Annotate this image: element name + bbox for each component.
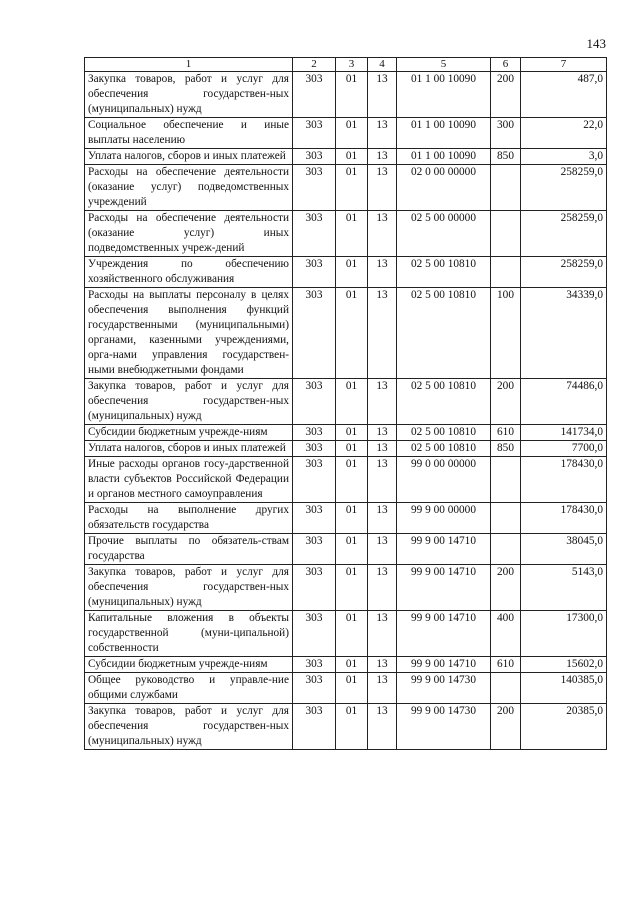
row-expense-type: 200: [491, 565, 521, 611]
row-section: 01: [336, 534, 368, 565]
row-section: 01: [336, 657, 368, 673]
row-target-article: 99 9 00 14730: [397, 704, 491, 750]
row-target-article: 01 1 00 10090: [397, 149, 491, 165]
row-subsection: 13: [368, 379, 397, 425]
row-section: 01: [336, 673, 368, 704]
row-section: 01: [336, 457, 368, 503]
row-target-article: 99 9 00 14710: [397, 534, 491, 565]
row-name: Закупка товаров, работ и услуг для обеспечения государствен-ных (муниципальных) нужд: [85, 379, 293, 425]
row-name: Учреждения по обеспечению хозяйственного обслуживания: [85, 257, 293, 288]
header-row: [85, 58, 607, 72]
row-expense-type: 400: [491, 611, 521, 657]
table-row: [85, 534, 607, 565]
row-section: 01: [336, 118, 368, 149]
row-name: Капитальные вложения в объекты государственной (муни-ципальной) собственности: [85, 611, 293, 657]
table-row: [85, 257, 607, 288]
row-amount: 38045,0: [521, 534, 607, 565]
row-code: 303: [293, 149, 336, 165]
row-code: 303: [293, 72, 336, 118]
row-code: 303: [293, 657, 336, 673]
row-name: Закупка товаров, работ и услуг для обеспечения государствен-ных (муниципальных) нужд: [85, 72, 293, 118]
row-target-article: 99 9 00 14710: [397, 565, 491, 611]
table-row: [85, 441, 607, 457]
row-code: 303: [293, 379, 336, 425]
table-row: [85, 379, 607, 425]
row-expense-type: [491, 534, 521, 565]
row-name: Расходы на обеспечение деятельности (оказание услуг) иных подведомственных учреж-дений: [85, 211, 293, 257]
row-amount: 258259,0: [521, 211, 607, 257]
row-name: Уплата налогов, сборов и иных платежей: [85, 441, 293, 457]
col-header-6: 6: [491, 58, 521, 72]
row-code: 303: [293, 534, 336, 565]
row-expense-type: [491, 165, 521, 211]
row-code: 303: [293, 257, 336, 288]
page-number: 143: [586, 36, 606, 51]
table-row: [85, 211, 607, 257]
row-code: 303: [293, 457, 336, 503]
row-section: 01: [336, 441, 368, 457]
row-target-article: 99 9 00 00000: [397, 503, 491, 534]
row-target-article: 02 5 00 10810: [397, 441, 491, 457]
row-subsection: 13: [368, 704, 397, 750]
row-amount: 3,0: [521, 149, 607, 165]
row-section: 01: [336, 704, 368, 750]
row-subsection: 13: [368, 211, 397, 257]
row-target-article: 02 5 00 10810: [397, 425, 491, 441]
table-row: [85, 503, 607, 534]
table-row: [85, 673, 607, 704]
row-subsection: 13: [368, 441, 397, 457]
row-code: 303: [293, 211, 336, 257]
row-subsection: 13: [368, 118, 397, 149]
row-name: Расходы на выплаты персоналу в целях обеспечения выполнения функций государственными (муниципальными) органами, казенными учреждениями, орга-нами управления государствен-ными внебюджетными фондами: [85, 288, 293, 379]
row-target-article: 02 5 00 10810: [397, 288, 491, 379]
row-expense-type: 200: [491, 379, 521, 425]
row-amount: 178430,0: [521, 457, 607, 503]
row-amount: 74486,0: [521, 379, 607, 425]
row-expense-type: 100: [491, 288, 521, 379]
table-row: [85, 118, 607, 149]
col-header-1: 1: [85, 58, 293, 72]
table-row: [85, 425, 607, 441]
row-code: 303: [293, 565, 336, 611]
row-subsection: 13: [368, 457, 397, 503]
row-section: 01: [336, 149, 368, 165]
row-section: 01: [336, 379, 368, 425]
row-subsection: 13: [368, 673, 397, 704]
col-header-7: 7: [521, 58, 607, 72]
row-code: 303: [293, 704, 336, 750]
row-amount: 17300,0: [521, 611, 607, 657]
col-header-3: 3: [336, 58, 368, 72]
row-target-article: 99 9 00 14710: [397, 611, 491, 657]
row-target-article: 99 0 00 00000: [397, 457, 491, 503]
row-subsection: 13: [368, 257, 397, 288]
row-name: Социальное обеспечение и иные выплаты населению: [85, 118, 293, 149]
row-section: 01: [336, 165, 368, 211]
row-section: 01: [336, 257, 368, 288]
row-code: 303: [293, 165, 336, 211]
row-subsection: 13: [368, 288, 397, 379]
row-expense-type: 300: [491, 118, 521, 149]
row-expense-type: 610: [491, 657, 521, 673]
row-subsection: 13: [368, 534, 397, 565]
row-code: 303: [293, 503, 336, 534]
row-subsection: 13: [368, 657, 397, 673]
table-row: [85, 72, 607, 118]
row-amount: 7700,0: [521, 441, 607, 457]
row-target-article: 02 5 00 10810: [397, 257, 491, 288]
table-row: [85, 165, 607, 211]
row-amount: 487,0: [521, 72, 607, 118]
row-amount: 20385,0: [521, 704, 607, 750]
row-subsection: 13: [368, 565, 397, 611]
row-target-article: 02 0 00 00000: [397, 165, 491, 211]
table-row: [85, 611, 607, 657]
row-subsection: 13: [368, 611, 397, 657]
row-name: Расходы на обеспечение деятельности (оказание услуг) подведомственных учреждений: [85, 165, 293, 211]
row-expense-type: [491, 503, 521, 534]
row-expense-type: 850: [491, 149, 521, 165]
row-amount: 15602,0: [521, 657, 607, 673]
row-expense-type: [491, 257, 521, 288]
row-subsection: 13: [368, 165, 397, 211]
row-code: 303: [293, 673, 336, 704]
row-expense-type: 200: [491, 72, 521, 118]
row-expense-type: [491, 211, 521, 257]
row-subsection: 13: [368, 149, 397, 165]
row-amount: 140385,0: [521, 673, 607, 704]
row-code: 303: [293, 118, 336, 149]
row-code: 303: [293, 611, 336, 657]
table-row: [85, 149, 607, 165]
table-row: [85, 704, 607, 750]
row-expense-type: [491, 457, 521, 503]
table-row: [85, 657, 607, 673]
row-expense-type: [491, 673, 521, 704]
row-target-article: 01 1 00 10090: [397, 118, 491, 149]
row-section: 01: [336, 425, 368, 441]
table-row: [85, 565, 607, 611]
row-amount: 5143,0: [521, 565, 607, 611]
row-subsection: 13: [368, 72, 397, 118]
row-section: 01: [336, 288, 368, 379]
row-section: 01: [336, 211, 368, 257]
row-target-article: 99 9 00 14710: [397, 657, 491, 673]
row-name: Закупка товаров, работ и услуг для обеспечения государствен-ных (муниципальных) нужд: [85, 704, 293, 750]
row-subsection: 13: [368, 425, 397, 441]
row-amount: 258259,0: [521, 165, 607, 211]
row-name: Субсидии бюджетным учрежде-ниям: [85, 425, 293, 441]
row-amount: 34339,0: [521, 288, 607, 379]
row-target-article: 01 1 00 10090: [397, 72, 491, 118]
col-header-2: 2: [293, 58, 336, 72]
budget-table: [84, 57, 607, 750]
row-expense-type: 850: [491, 441, 521, 457]
row-code: 303: [293, 441, 336, 457]
row-code: 303: [293, 288, 336, 379]
row-target-article: 02 5 00 00000: [397, 211, 491, 257]
row-name: Прочие выплаты по обязатель-ствам государства: [85, 534, 293, 565]
row-target-article: 02 5 00 10810: [397, 379, 491, 425]
row-section: 01: [336, 503, 368, 534]
row-subsection: 13: [368, 503, 397, 534]
row-target-article: 99 9 00 14730: [397, 673, 491, 704]
row-section: 01: [336, 72, 368, 118]
row-amount: 22,0: [521, 118, 607, 149]
row-name: Общее руководство и управле-ние общими службами: [85, 673, 293, 704]
row-amount: 258259,0: [521, 257, 607, 288]
row-amount: 178430,0: [521, 503, 607, 534]
row-name: Уплата налогов, сборов и иных платежей: [85, 149, 293, 165]
row-expense-type: 200: [491, 704, 521, 750]
row-name: Закупка товаров, работ и услуг для обеспечения государствен-ных (муниципальных) нужд: [85, 565, 293, 611]
row-section: 01: [336, 611, 368, 657]
col-header-5: 5: [397, 58, 491, 72]
row-section: 01: [336, 565, 368, 611]
col-header-4: 4: [368, 58, 397, 72]
row-amount: 141734,0: [521, 425, 607, 441]
table-row: [85, 457, 607, 503]
row-name: Субсидии бюджетным учрежде-ниям: [85, 657, 293, 673]
row-name: Иные расходы органов госу-дарственной власти субъектов Российской Федерации и органов местного самоуправления: [85, 457, 293, 503]
row-expense-type: 610: [491, 425, 521, 441]
row-name: Расходы на выполнение других обязательств государства: [85, 503, 293, 534]
table-row: [85, 288, 607, 379]
row-code: 303: [293, 425, 336, 441]
